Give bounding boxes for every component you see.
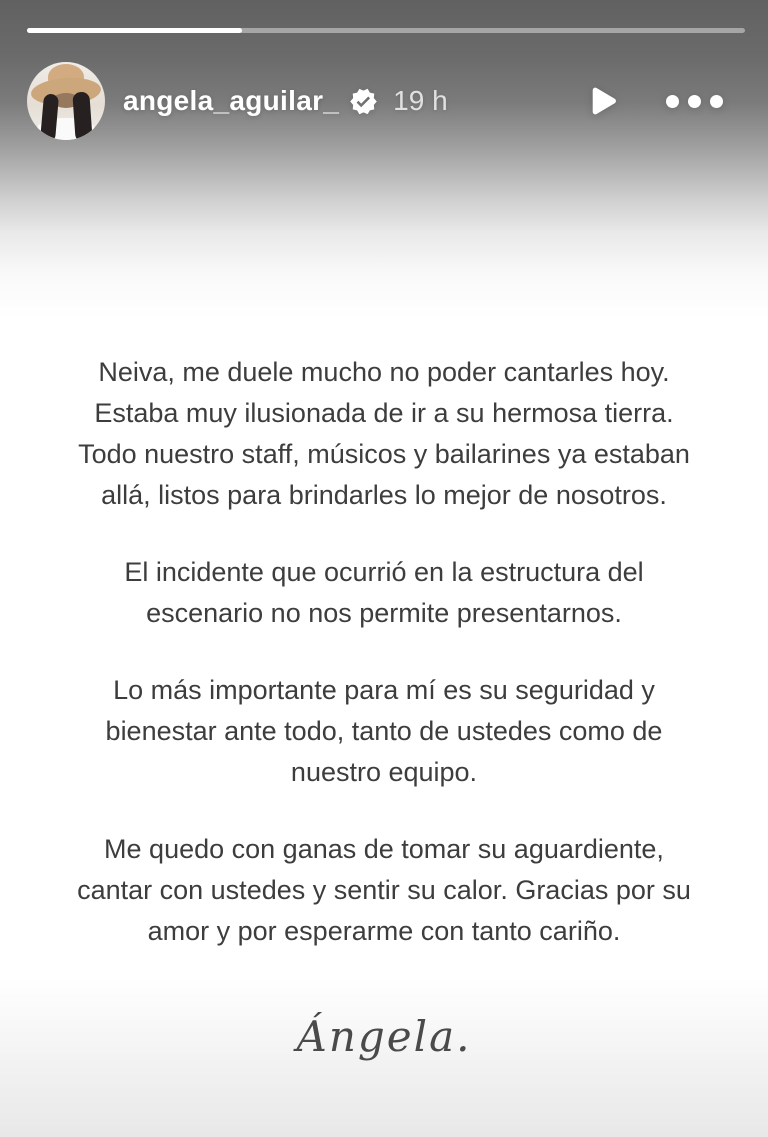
story-text-block: [74, 352, 694, 988]
play-icon: [584, 81, 620, 121]
story-progress-bar: [27, 28, 745, 33]
more-options-button[interactable]: [666, 95, 723, 108]
story-progress-fill: [27, 28, 242, 33]
play-button[interactable]: [584, 81, 620, 121]
more-options-dot-icon: [710, 95, 723, 108]
verified-badge-icon: [349, 87, 378, 116]
signature: Ángela.: [296, 1012, 472, 1061]
story-paragraph: Me quedo con ganas de tomar su aguardiente, cantar con ustedes y sentir su calor. Gracias por su amor y por esperarme con tanto cariño.: [77, 834, 691, 946]
story-paragraph: Neiva, me duele mucho no poder cantarles hoy. Estaba muy ilusionada de ir a su hermosa tierra. Todo nuestro staff, músicos y bailarines ya estaban allá, listos para brindarles lo mejor de nosotros.: [78, 357, 690, 510]
story-paragraph: El incidente que ocurrió en la estructura del escenario no nos permite presentarnos.: [124, 557, 644, 628]
avatar[interactable]: [27, 62, 105, 140]
more-options-dot-icon: [666, 95, 679, 108]
username[interactable]: angela_aguilar_: [123, 85, 340, 116]
story-header: [27, 62, 723, 140]
timestamp: 19 h: [393, 85, 448, 116]
avatar-hair-right-shape: [72, 91, 92, 140]
more-options-dot-icon: [688, 95, 701, 108]
story-paragraph: Lo más importante para mí es su seguridad y bienestar ante todo, tanto de ustedes como de nuestro equipo.: [105, 675, 663, 787]
